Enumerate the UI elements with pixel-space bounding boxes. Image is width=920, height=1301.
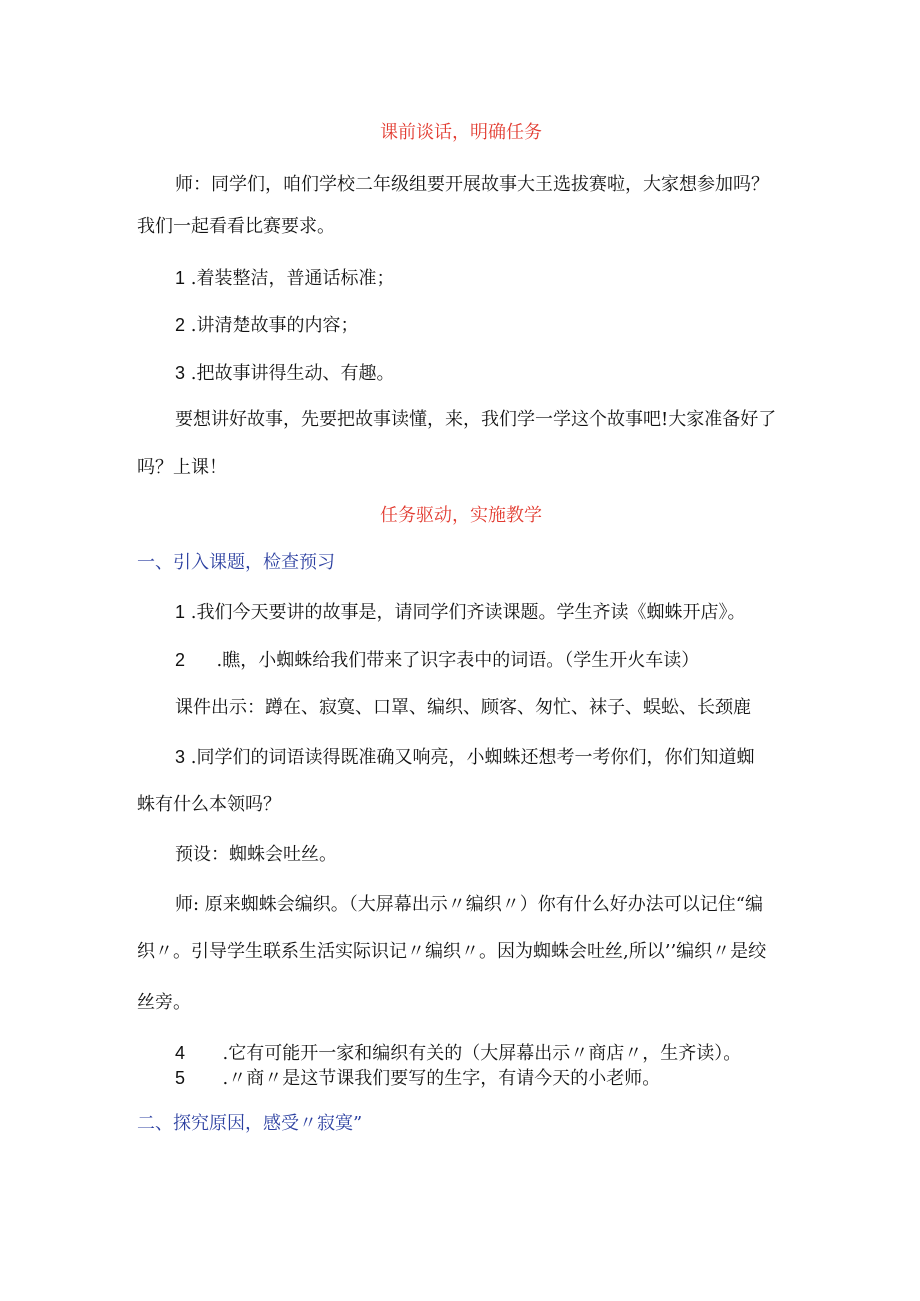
step-4-text: .它有可能开一家和编织有关的（大屏幕出示〃商店〃，生齐读）。 xyxy=(222,1043,742,1064)
requirement-2-number: 2 xyxy=(175,315,186,335)
step-1 xyxy=(175,600,745,625)
step-5-text: .〃商〃是这节课我们要写的生字，有请今天的小老师。 xyxy=(222,1068,661,1089)
preset-answer: 预设：蜘蛛会吐丝。 xyxy=(175,844,337,865)
courseware-display: 课件出示：蹲在、寂寞、口罩、编织、顾客、匆忙、袜子、蜈蚣、长颈鹿 xyxy=(175,697,751,718)
transition-line-1: 要想讲好故事，先要把故事读懂，来，我们学一学这个故事吧!大家准备好了 xyxy=(175,409,777,430)
requirement-2 xyxy=(175,313,358,338)
requirement-3-text: .把故事讲得生动、有趣。 xyxy=(190,363,395,384)
requirement-2-text: .讲清楚故事的内容； xyxy=(190,315,359,336)
step-5-number: 5 xyxy=(175,1068,186,1088)
section2-title: 任务驱动，实施教学 xyxy=(380,505,542,526)
part1-heading: 一、引入课题，检查预习 xyxy=(137,552,335,573)
step-1-number: 1 xyxy=(175,602,186,622)
step-1-text: .我们今天要讲的故事是，请同学们齐读课题。学生齐读《蜘蛛开店》。 xyxy=(190,602,746,623)
teacher-line-2: 织〃。引导学生联系生活实际识记〃编织〃。因为蜘蛛会吐丝,所以’’编织〃是绞 xyxy=(137,941,767,962)
requirement-3-number: 3 xyxy=(175,363,186,383)
step-3-line-1 xyxy=(175,745,754,770)
step-3-line-2: 蛛有什么本领吗？ xyxy=(137,794,281,815)
section1-title: 课前谈话，明确任务 xyxy=(380,122,542,143)
step-4 xyxy=(175,1041,741,1066)
intro-line-2: 我们一起看看比赛要求。 xyxy=(137,216,335,237)
step-3-text: .同学们的词语读得既准确又响亮，小蜘蛛还想考一考你们，你们知道蜘 xyxy=(190,747,755,768)
requirement-1 xyxy=(175,266,394,291)
step-4-number: 4 xyxy=(175,1043,186,1063)
step-2-text: .瞧，小蜘蛛给我们带来了识字表中的词语。（学生开火车读） xyxy=(216,650,700,671)
step-2 xyxy=(175,648,699,673)
requirement-3 xyxy=(175,361,394,386)
step-2-number: 2 xyxy=(175,650,186,670)
transition-line-2: 吗？上课！ xyxy=(137,457,227,478)
requirement-1-number: 1 xyxy=(175,268,186,288)
teacher-line-1: 师: 原来蜘蛛会编织。（大屏幕出示〃编织〃）你有什么好办法可以记住“编 xyxy=(175,894,763,915)
intro-line-1: 师：同学们，咱们学校二年级组要开展故事大王选拔赛啦，大家想参加吗？ xyxy=(175,174,769,195)
part2-heading: 二、探究原因，感受〃寂寞” xyxy=(137,1113,363,1134)
step-5 xyxy=(175,1066,660,1091)
step-3-number: 3 xyxy=(175,747,186,767)
requirement-1-text: .着装整洁，普通话标准； xyxy=(190,268,395,289)
teacher-line-3: 丝旁。 xyxy=(137,992,191,1013)
